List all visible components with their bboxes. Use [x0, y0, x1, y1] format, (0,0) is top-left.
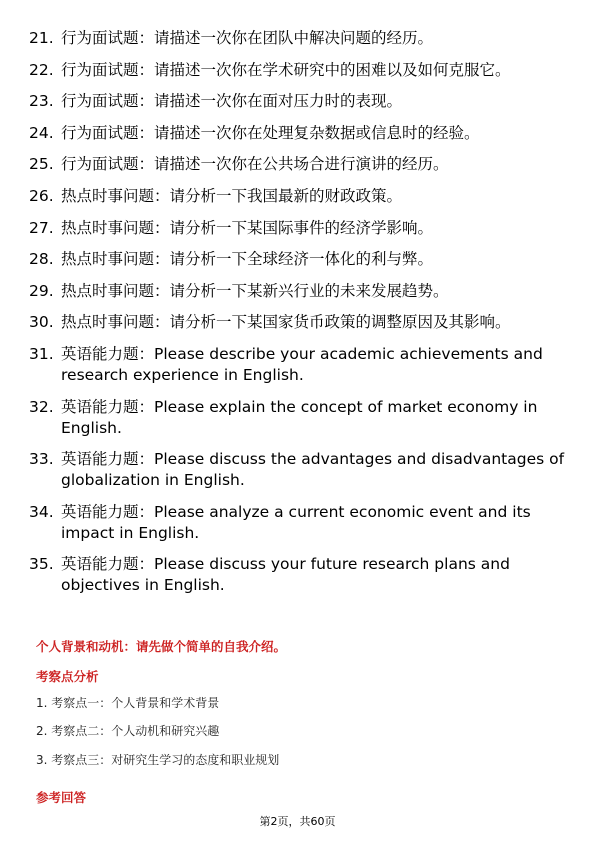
question-item [29, 249, 569, 270]
question-text: 行为面试题：请描述一次你在团队中解决问题的经历。 [61, 29, 434, 47]
question-item [29, 502, 569, 544]
answer-heading: 参考回答 [36, 790, 87, 805]
question-item [29, 397, 569, 439]
section-title-block [36, 638, 556, 656]
question-text: 行为面试题：请描述一次你在学术研究中的困难以及如何克服它。 [61, 60, 511, 79]
question-number: 29. [29, 281, 54, 300]
question-text: 行为面试题：请描述一次你在面对压力时的表现。 [61, 92, 403, 111]
question-number: 22. [29, 60, 54, 79]
analysis-point: 1. 考察点一：个人背景和学术背景 [36, 696, 220, 710]
question-text: 英语能力题：Please describe your academic achievements and research experience in English. [61, 344, 543, 384]
question-text: 英语能力题：Please discuss your future research plans and objectives in English. [61, 555, 510, 595]
question-item [29, 312, 569, 333]
answer-heading-block [36, 789, 556, 807]
question-text: 热点时事问题：请分析一下某国家货币政策的调整原因及其影响。 [61, 313, 511, 332]
question-item [29, 344, 569, 386]
question-text: 英语能力题：Please analyze a current economic event and its impact in English. [61, 502, 531, 542]
question-number: 31. [29, 344, 54, 363]
question-text: 英语能力题：Please discuss the advantages and disadvantages of globalization in English. [61, 450, 565, 490]
question-number: 35. [29, 555, 54, 574]
analysis-heading: 考察点分析 [36, 669, 99, 684]
question-number: 23. [29, 92, 54, 111]
question-item [29, 91, 569, 112]
analysis-point: 2. 考察点二：个人动机和研究兴趣 [36, 724, 220, 738]
question-number: 21. [29, 29, 54, 47]
question-number: 24. [29, 123, 54, 142]
question-number: 30. [29, 313, 54, 332]
question-number: 26. [29, 186, 54, 205]
question-number: 28. [29, 250, 54, 269]
question-text: 行为面试题：请描述一次你在处理复杂数据或信息时的经验。 [61, 123, 480, 142]
question-item [29, 28, 569, 49]
question-list [29, 28, 569, 607]
section-title: 个人背景和动机：请先做个简单的自我介绍。 [36, 639, 287, 654]
question-item [29, 60, 569, 81]
question-item [29, 554, 569, 596]
question-number: 34. [29, 502, 54, 521]
question-number: 27. [29, 218, 54, 237]
question-item [29, 186, 569, 207]
question-item [29, 449, 569, 491]
question-text: 热点时事问题：请分析一下全球经济一体化的利与弊。 [61, 250, 434, 269]
analysis-heading-block [36, 668, 556, 686]
question-item [29, 123, 569, 144]
page-footer: 第2页，共60页 [259, 815, 336, 828]
analysis-point: 3. 考察点三：对研究生学习的态度和职业规划 [36, 753, 280, 767]
question-item [29, 154, 569, 175]
question-item [29, 218, 569, 239]
question-text: 热点时事问题：请分析一下某新兴行业的未来发展趋势。 [61, 281, 449, 300]
question-number: 25. [29, 155, 54, 174]
question-number: 33. [29, 450, 54, 469]
question-text: 英语能力题：Please explain the concept of market economy in English. [61, 397, 538, 437]
question-text: 行为面试题：请描述一次你在公共场合进行演讲的经历。 [61, 155, 449, 174]
question-number: 32. [29, 397, 54, 416]
question-text: 热点时事问题：请分析一下某国际事件的经济学影响。 [61, 218, 434, 237]
question-text: 热点时事问题：请分析一下我国最新的财政政策。 [61, 186, 403, 205]
question-item [29, 281, 569, 302]
